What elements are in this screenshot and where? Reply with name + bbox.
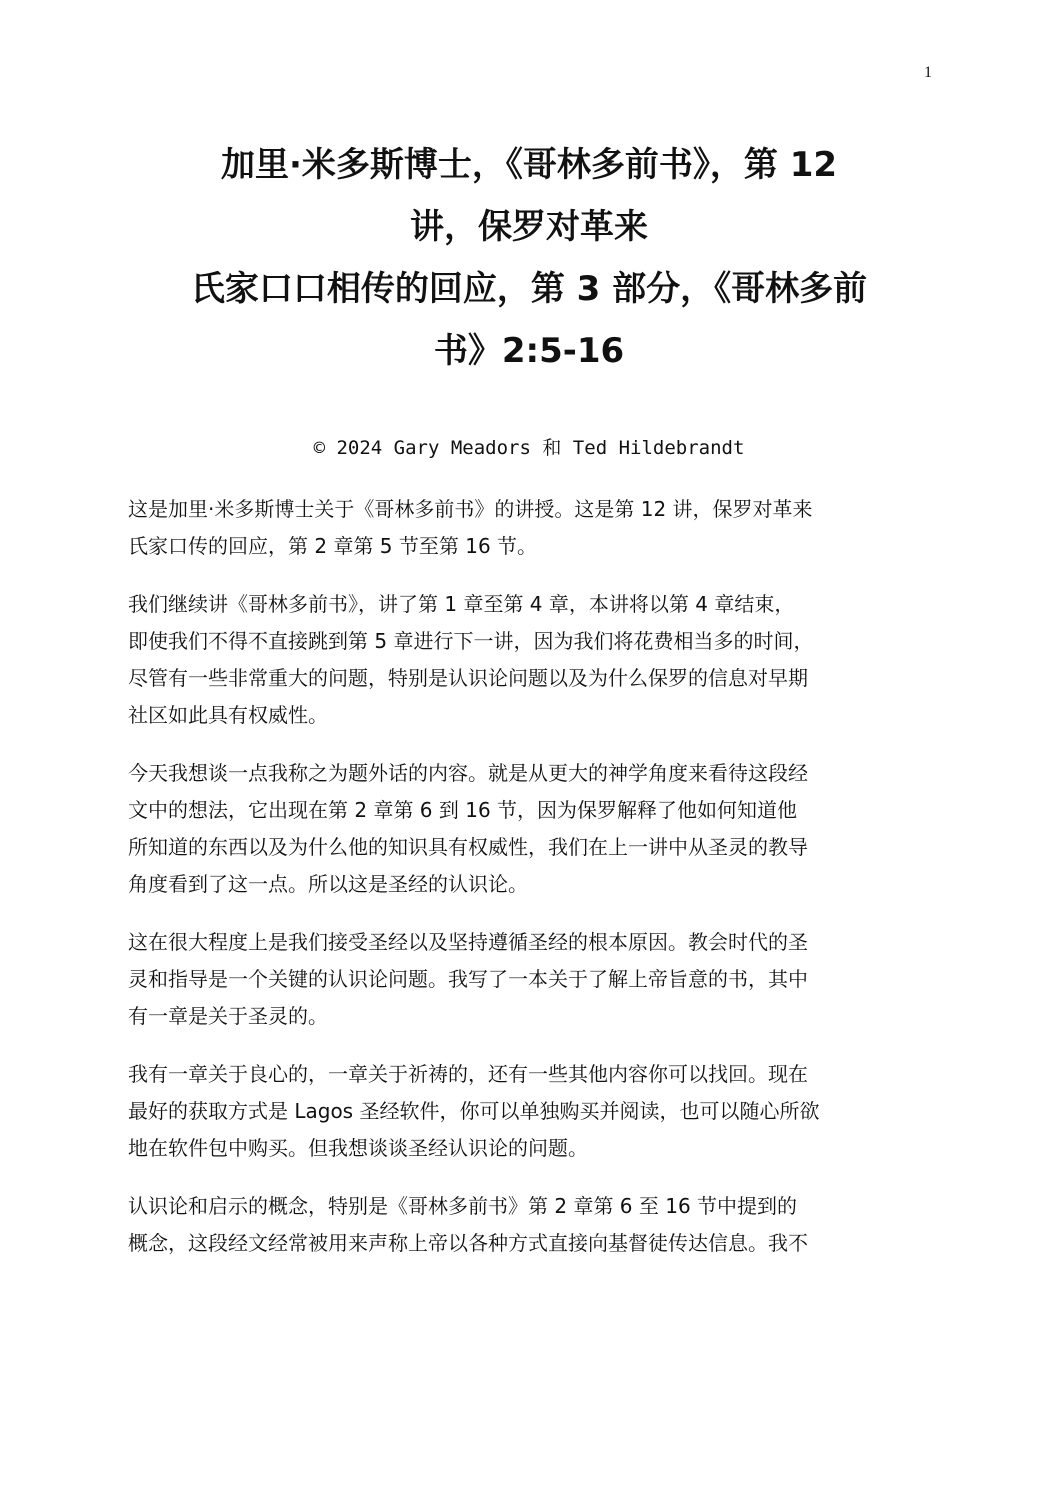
paragraph-line: 灵和指导是一个关键的认识论问题。我写了一本关于了解上帝旨意的书，其中 [128,967,808,991]
paragraph-line: 今天我想谈一点我称之为题外话的内容。就是从更大的神学角度来看待这段经 [128,761,808,785]
paragraph-line: 我们继续讲《哥林多前书》，讲了第 1 章至第 4 章，本讲将以第 4 章结束， [128,592,795,616]
paragraph-line: 我有一章关于良心的，一章关于祈祷的，还有一些其他内容你可以找回。现在 [128,1062,808,1086]
paragraph-line: 所知道的东西以及为什么他的知识具有权威性，我们在上一讲中从圣灵的教导 [128,835,808,859]
paragraph-line: 有一章是关于圣灵的。 [128,1004,328,1028]
paragraph-line: 认识论和启示的概念，特别是《哥林多前书》第 2 章第 6 至 16 节中提到的 [128,1194,798,1218]
paragraph [128,924,928,1035]
paragraph [128,586,928,734]
paragraph-line: 社区如此具有权威性。 [128,703,328,727]
paragraph-line: 尽管有一些非常重大的问题，特别是认识论问题以及为什么保罗的信息对早期 [128,666,808,690]
paragraph [128,1188,928,1262]
paragraph [128,1056,928,1167]
paragraph-line: 最好的获取方式是 Lagos 圣经软件，你可以单独购买并阅读，也可以随心所欲 [128,1099,820,1123]
paragraph-line: 氏家口传的回应，第 2 章第 5 节至第 16 节。 [128,534,538,558]
paragraph-line: 角度看到了这一点。所以这是圣经的认识论。 [128,872,528,896]
title-line: 氏家口口相传的回应，第 3 部分，《哥林多前 [190,269,868,309]
body-text [128,491,928,1283]
title-line: 讲，保罗对革来 [410,207,648,247]
paragraph [128,755,928,903]
copyright-line: © 2024 Gary Meadors 和 Ted Hildebrandt [313,437,745,459]
title-line: 加里·米多斯博士，《哥林多前书》，第 12 [220,145,838,185]
paragraph-line: 即使我们不得不直接跳到第 5 章进行下一讲，因为我们将花费相当多的时间， [128,629,814,653]
paragraph-line: 地在软件包中购买。但我想谈谈圣经认识论的问题。 [128,1136,588,1160]
paragraph-line: 这在很大程度上是我们接受圣经以及坚持遵循圣经的根本原因。教会时代的圣 [128,930,808,954]
title-line: 书》2:5-16 [433,331,625,371]
document-title [120,134,938,382]
paragraph-line: 概念，这段经文经常被用来声称上帝以各种方式直接向基督徒传达信息。我不 [128,1231,808,1255]
paragraph-line: 文中的想法，它出现在第 2 章第 6 到 16 节，因为保罗解释了他如何知道他 [128,798,798,822]
paragraph-line: 这是加里·米多斯博士关于《哥林多前书》的讲授。这是第 12 讲，保罗对革来 [128,497,813,521]
paragraph-intro [128,491,928,565]
page-number: 1 [924,64,932,81]
